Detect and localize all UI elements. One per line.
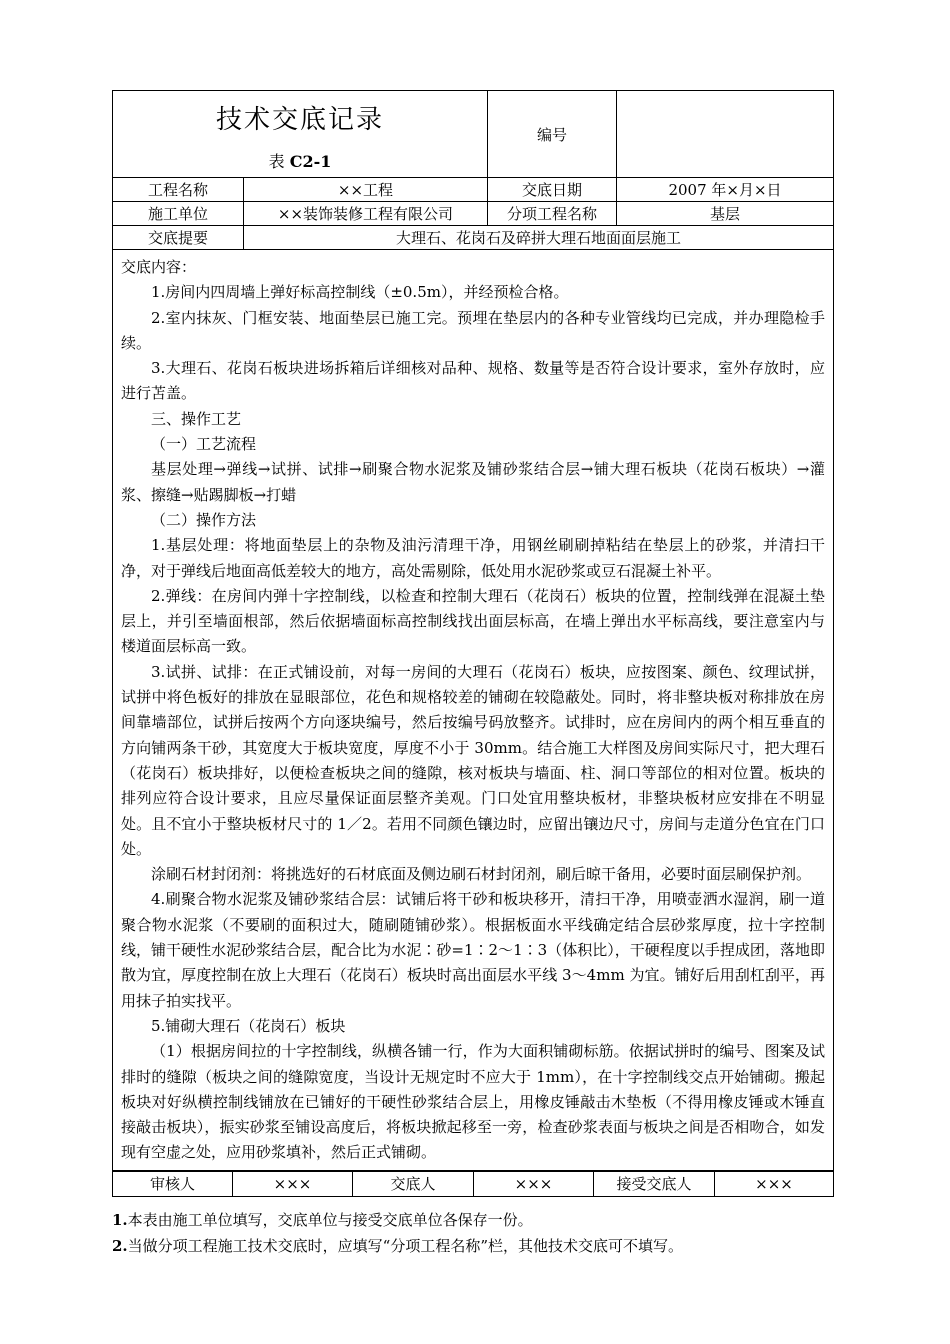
content-paragraph: 3.试拼、试排：在正式铺设前，对每一房间的大理石（花岗石）板块，应按图案、颜色、纹理试拼，试拼中将色板好的排放在显眼部位，花色和规格较差的铺砌在较隐蔽处。同时，将非整块板对称排放在房间靠墙部位，试拼后按两个方向逐块编号，然后按编号码放整齐。试排时，应在房间内的两个相互垂直的方向铺两条干砂，其宽度大于板块宽度，厚度不小于 30mm。结合施工大样图及房间实际尺寸，把大理石（花岗石）板块排好，以便检查板块之间的缝隙，核对板块与墙面、柱、洞口等部位的相对位置。板块的排列应符合设计要求，且应尽量保证面层整齐美观。门口处宜用整块板材，非整块板材应安排在不明显处。且不宜小于整块板材尺寸的 1／2。若用不同颜色镶边时，应留出镶边尺寸，房间与走道分色宜在门口处。 xyxy=(121,662,825,858)
contractor-field[interactable]: ××装饰装修工程有限公司 xyxy=(244,202,488,226)
note-text: 当做分项工程施工技术交底时，应填写“分项工程名称”栏，其他技术交底可不填写。 xyxy=(127,1237,684,1255)
note-item xyxy=(112,1207,683,1233)
form-code-prefix: 表 xyxy=(268,152,290,171)
subproject-field[interactable]: 基层 xyxy=(617,202,834,226)
signature-table xyxy=(112,1171,834,1197)
content-paragraph: 1.基层处理：将地面垫层上的杂物及油污清理干净，用钢丝刷刷掉粘结在垫层上的砂浆，并清扫干净，对于弹线后地面高低差较大的地方，高处需剔除，低处用水泥砂浆或豆石混凝土补平。 xyxy=(121,536,825,580)
technical-briefing-form xyxy=(112,90,833,1197)
subsection-heading: （二）操作方法 xyxy=(151,510,257,529)
note-number: 2. xyxy=(112,1237,128,1255)
reviewer-field[interactable]: ××× xyxy=(233,1171,353,1196)
content-paragraph: （1）根据房间拉的十字控制线，纵横各铺一行，作为大面积铺砌标筋。依据试拼时的编号、图案及试排时的缝隙（板块之间的缝隙宽度，当设计无规定时不应大于 1mm），在十字控制线交点开始铺砌。搬起板块对好纵横控制线铺放在已铺好的干硬性砂浆结合层上，用橡皮锤敲击木垫板（不得用橡皮锤或木锤直接敲击板块），振实砂浆至铺设高度后，将板块掀起移至一旁，检查砂浆表面与板块之间是否相吻合，如发现有空虚之处，应用砂浆填补，然后正式铺砌。 xyxy=(121,1042,825,1162)
content-paragraph: 4.刷聚合物水泥浆及铺砂浆结合层：试铺后将干砂和板块移开，清扫干净，用喷壶洒水湿润，刷一道聚合物水泥浆（不要刷的面积过大，随刷随铺砂浆）。根据板面水平线确定结合层砂浆厚度，拉十字控制线，铺干硬性水泥砂浆结合层，配合比为水泥∶砂=1∶2～1∶3（体积比），干硬程度以手捏成团，落地即散为宜，厚度控制在放上大理石（花岗石）板块时高出面层水平线 3～4mm 为宜。铺好后用刮杠刮平，再用抹子拍实找平。 xyxy=(121,890,825,1010)
briefing-content xyxy=(113,250,834,1171)
process-flow: 基层处理→弹线→试拼、试排→刷聚合物水泥浆及铺砂浆结合层→铺大理石板块（花岗石板块）→灌浆、擦缝→贴踢脚板→打蜡 xyxy=(121,460,825,504)
content-paragraph: 3.大理石、花岗石板块进场拆箱后详细核对品种、规格、数量等是否符合设计要求，室外存放时，应进行苫盖。 xyxy=(121,359,825,403)
form-code xyxy=(113,149,487,172)
content-paragraph: 2.弹线：在房间内弹十字控制线，以检查和控制大理石（花岗石）板块的位置，控制线弹在混凝土垫层上，并引至墙面根部，然后依据墙面标高控制线找出面层标高，在墙上弹出水平标高线，要注意室内与楼道面层标高一致。 xyxy=(121,586,825,656)
summary-field[interactable]: 大理石、花岗石及碎拼大理石地面面层施工 xyxy=(244,226,834,250)
form-notes xyxy=(112,1207,683,1259)
presenter-label: 交底人 xyxy=(353,1171,474,1196)
form-header-table xyxy=(112,90,834,1171)
receiver-field[interactable]: ××× xyxy=(715,1171,834,1196)
subsection-heading: （一）工艺流程 xyxy=(151,435,257,454)
note-item xyxy=(112,1233,683,1259)
project-name-field[interactable]: ××工程 xyxy=(244,178,488,202)
section-heading: 三、操作工艺 xyxy=(151,409,242,428)
subproject-label: 分项工程名称 xyxy=(488,202,617,226)
content-heading: 交底内容： xyxy=(121,258,197,276)
content-paragraph: 1.房间内四周墙上弹好标高控制线（±0.5m），并经预检合格。 xyxy=(151,283,569,302)
number-field[interactable] xyxy=(617,91,834,178)
note-number: 1. xyxy=(112,1211,128,1229)
summary-label: 交底提要 xyxy=(113,226,244,250)
content-paragraph: 涂刷石材封闭剂：将挑选好的石材底面及侧边刷石材封闭剂，刷后晾干备用，必要时面层刷保护剂。 xyxy=(151,865,812,884)
briefing-date-label: 交底日期 xyxy=(488,178,617,202)
note-text: 本表由施工单位填写，交底单位与接受交底单位各保存一份。 xyxy=(127,1211,533,1229)
title-block xyxy=(113,91,488,178)
form-code-value: C2-1 xyxy=(289,152,332,171)
form-title: 技术交底记录 xyxy=(215,105,384,135)
content-paragraph: 2.室内抹灰、门框安装、地面垫层已施工完。预埋在垫层内的各种专业管线均已完成，并办理隐检手续。 xyxy=(121,308,825,352)
project-name-label: 工程名称 xyxy=(113,178,244,202)
briefing-date-field[interactable]: 2007 年×月×日 xyxy=(617,178,834,202)
presenter-field[interactable]: ××× xyxy=(474,1171,594,1196)
contractor-label: 施工单位 xyxy=(113,202,244,226)
content-paragraph: 5.铺砌大理石（花岗石）板块 xyxy=(151,1016,346,1035)
reviewer-label: 审核人 xyxy=(113,1171,233,1196)
number-label: 编号 xyxy=(488,91,617,178)
receiver-label: 接受交底人 xyxy=(594,1171,715,1196)
